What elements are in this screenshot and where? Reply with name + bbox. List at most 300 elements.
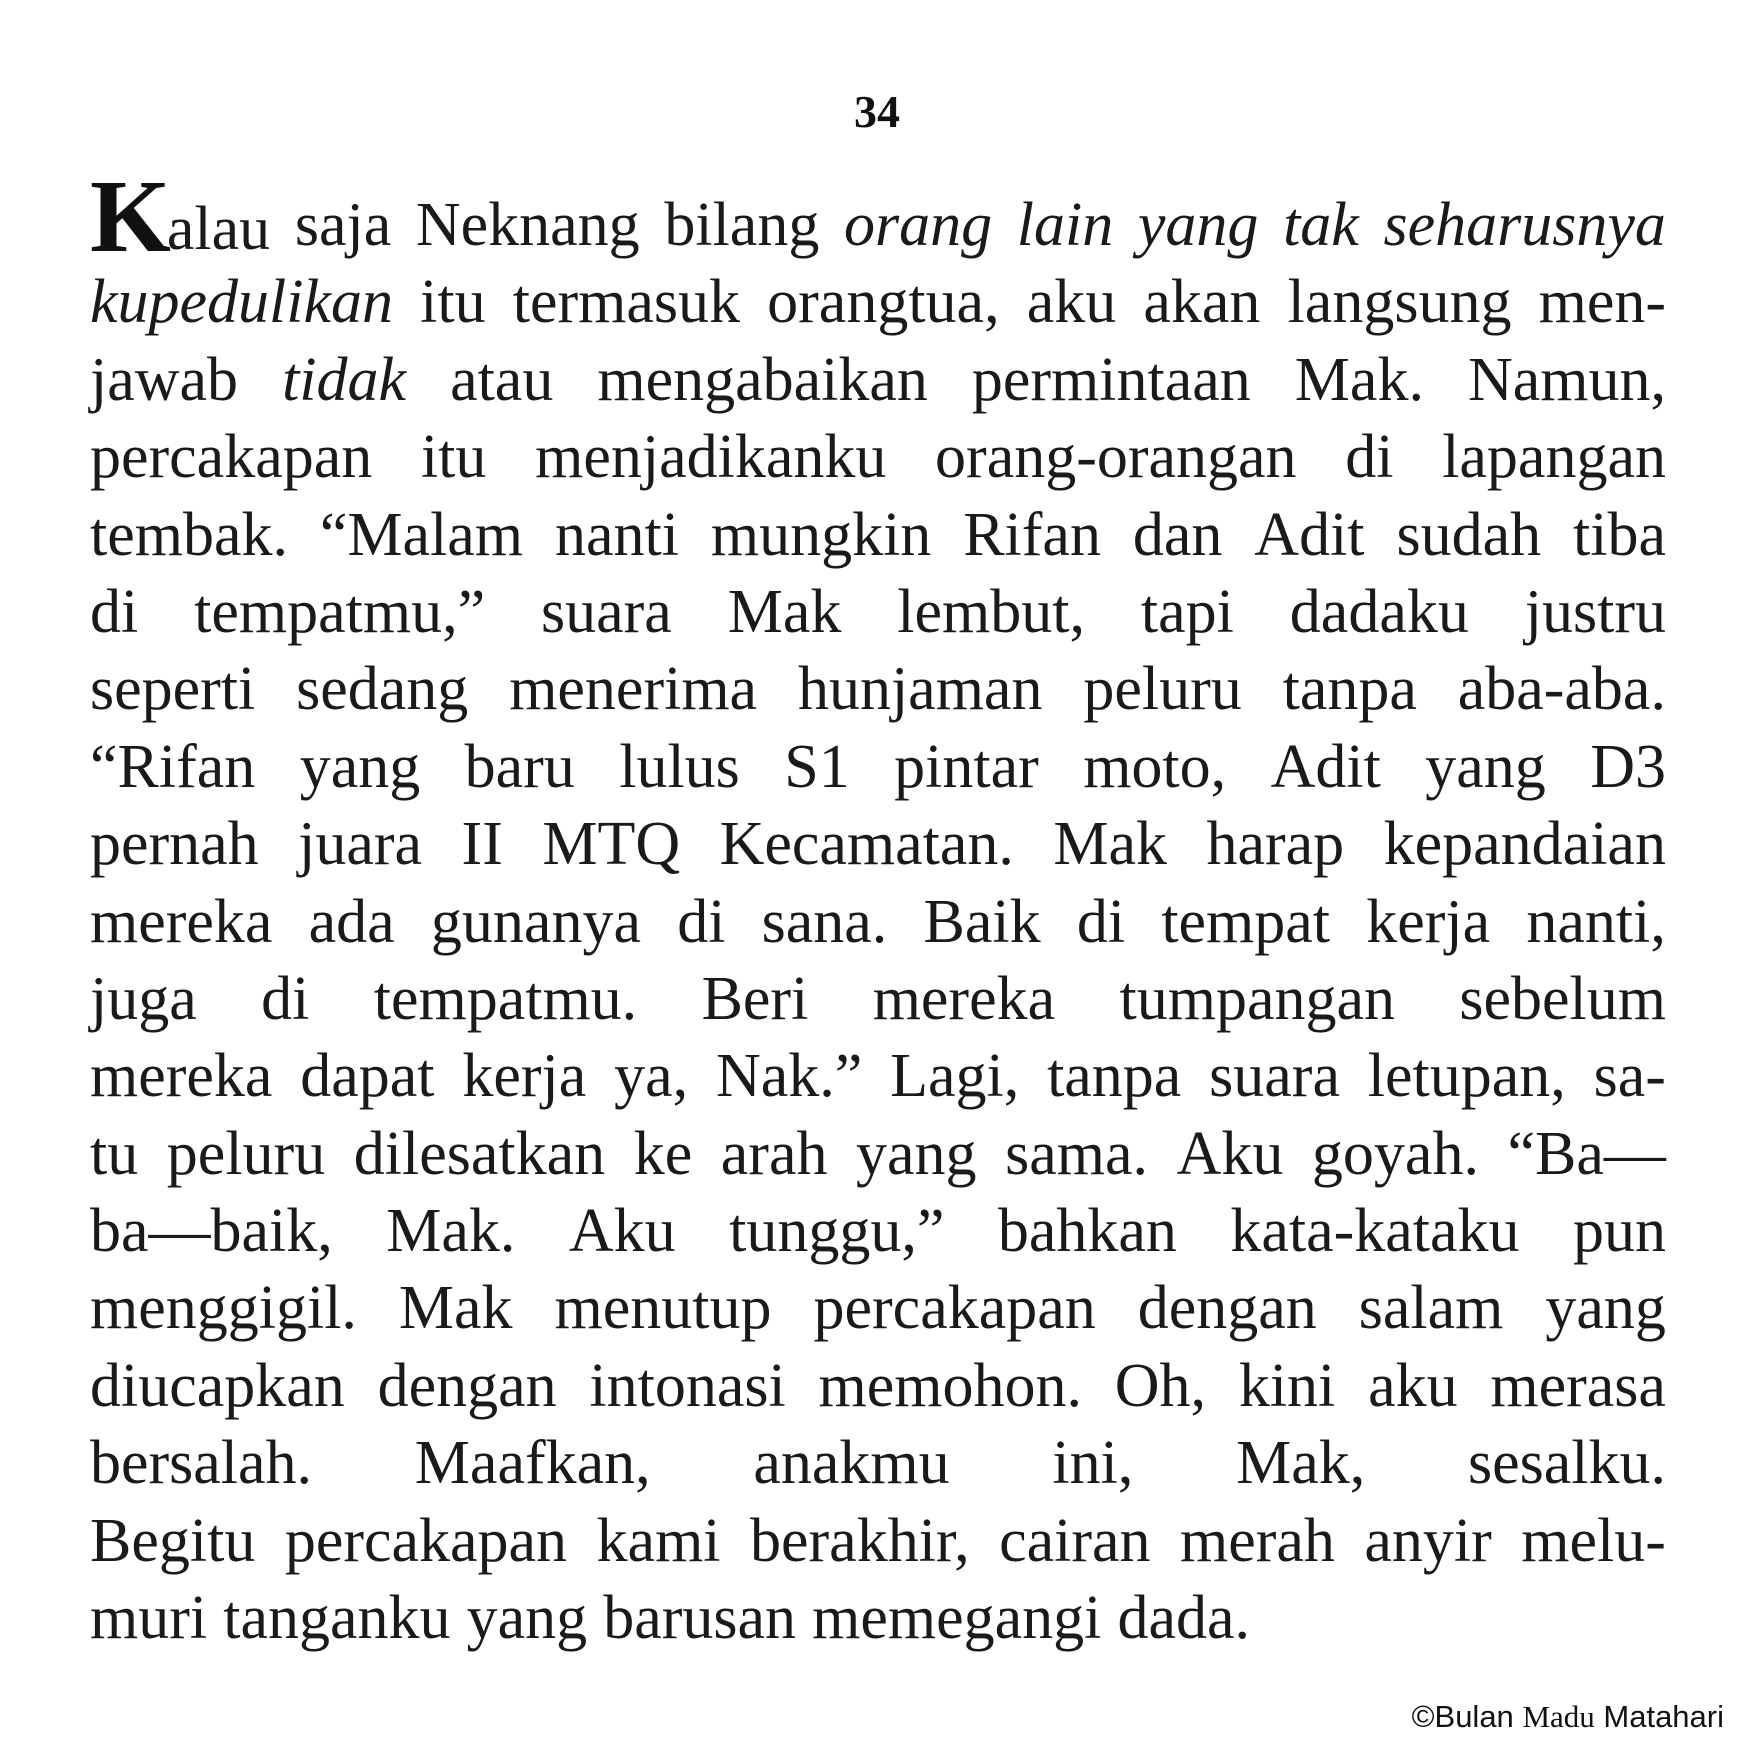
word-text: sa-: [1593, 1042, 1666, 1111]
text-line: [90, 342, 1666, 419]
word-text: lembut,: [897, 577, 1085, 646]
word-text: memegangi: [812, 1584, 1102, 1653]
word-text: dengan: [1137, 1274, 1317, 1343]
word: [509, 651, 757, 728]
word-text: permintaan: [971, 345, 1251, 414]
word-text: letupan,: [1367, 1042, 1566, 1111]
word-text: pun: [1572, 1197, 1666, 1266]
word-text: di: [1345, 423, 1394, 492]
word-text: ada: [308, 887, 395, 956]
word: [1115, 1348, 1206, 1425]
text-line: [90, 651, 1666, 728]
word-text: saja: [294, 191, 392, 259]
italic-word-text: tak: [1283, 191, 1359, 259]
word-text: intonasi: [589, 1351, 786, 1420]
word-text: ini,: [1052, 1429, 1134, 1498]
word-text: percakapan: [90, 423, 373, 492]
word-text: bilang: [664, 191, 820, 259]
word: [1573, 1193, 1666, 1270]
word-text: mengabaikan: [597, 345, 928, 414]
word: [897, 574, 1085, 651]
word-text: cairan: [999, 1506, 1151, 1575]
word-text: Baik: [923, 887, 1041, 956]
word-text: pernah: [90, 810, 259, 879]
word: [223, 1584, 450, 1652]
word: [1545, 1270, 1666, 1347]
word: [90, 419, 372, 496]
word-text: itu: [420, 268, 486, 337]
word-text: Mak,: [1236, 1429, 1366, 1498]
word-text: aku: [1026, 268, 1117, 337]
text-line: [90, 884, 1666, 961]
word: [535, 419, 886, 496]
word: [90, 159, 271, 274]
word-text: merasa: [1490, 1351, 1666, 1420]
word: [1143, 264, 1260, 341]
word: [282, 342, 406, 419]
word: [1368, 1348, 1458, 1425]
word-text: melu-: [1521, 1506, 1666, 1575]
word: [603, 1584, 796, 1652]
word-text: orangtua,: [767, 268, 1000, 337]
word-text: ya,: [614, 1042, 689, 1111]
word-text: kerja: [462, 1042, 587, 1111]
word: [1359, 1270, 1504, 1347]
word-text: yang: [856, 1119, 977, 1188]
word: [542, 806, 680, 883]
word-text: percakapan: [813, 1274, 1096, 1343]
text-line: [90, 497, 1666, 574]
word-text: Mak: [1053, 810, 1168, 879]
word-text: di: [90, 577, 139, 646]
word: [295, 187, 391, 264]
word: [720, 806, 1014, 883]
italic-word-text: lain: [1016, 191, 1114, 259]
text-line: [90, 1425, 1666, 1502]
word: [1047, 1038, 1181, 1115]
word-text: “Rifan: [90, 732, 256, 801]
word-text: peluru: [166, 1119, 326, 1188]
word-text: tembak.: [90, 500, 288, 569]
word: [296, 651, 468, 728]
word: [90, 497, 288, 574]
word-text: menggigil.: [90, 1274, 357, 1343]
word-text: nanti,: [1526, 887, 1666, 956]
word: [812, 1584, 1101, 1652]
word-text: dan: [1132, 500, 1223, 569]
word-text: mereka: [872, 964, 1056, 1033]
word: [1526, 884, 1665, 961]
copyright-notice: [1412, 1697, 1724, 1737]
word: [1027, 264, 1117, 341]
word: [1209, 1038, 1340, 1115]
word: [285, 1503, 567, 1580]
word: [415, 1425, 651, 1502]
word: [1364, 1503, 1491, 1580]
word: [555, 497, 679, 574]
word-text: tempatmu.: [373, 964, 638, 1033]
word-text: itu: [420, 423, 487, 492]
word-text: MTQ: [542, 810, 681, 879]
word: [814, 1270, 1096, 1347]
italic-word-text: tidak: [282, 345, 407, 414]
text-line: [90, 1193, 1666, 1270]
word: [90, 1193, 333, 1270]
word-text: sesalku.: [1467, 1429, 1666, 1498]
word: [1396, 497, 1541, 574]
word-text: tunggu,”: [729, 1197, 945, 1266]
word: [431, 884, 641, 961]
word-text: tumpangan: [1119, 964, 1395, 1033]
word: [1254, 497, 1364, 574]
word: [90, 729, 255, 806]
word: [711, 497, 931, 574]
word: [1458, 651, 1666, 728]
word-text: Kecamatan.: [719, 810, 1014, 879]
word: [513, 264, 740, 341]
text-line: [90, 729, 1666, 806]
word: [1083, 651, 1241, 728]
word: [716, 1038, 862, 1115]
word: [1141, 574, 1234, 651]
word: [1206, 806, 1344, 883]
word-text: Maafkan,: [414, 1429, 651, 1498]
word: [1290, 574, 1469, 651]
word: [1345, 419, 1393, 496]
word: [1077, 884, 1125, 961]
word: [1459, 961, 1666, 1038]
word: [1295, 342, 1424, 419]
word: [1539, 264, 1666, 341]
drop-cap: K: [90, 159, 171, 274]
word-text: kini: [1238, 1351, 1336, 1420]
word-text: Aku: [568, 1197, 676, 1266]
word-text: gunanya: [430, 887, 641, 956]
word-text: kata-kataku: [1230, 1197, 1520, 1266]
word: [784, 729, 849, 806]
text-line: [90, 574, 1666, 651]
word-text: salam: [1358, 1274, 1504, 1343]
copyright-name-part-3: Matahari: [1603, 1699, 1724, 1734]
word-text: yang: [1425, 732, 1546, 801]
word: [194, 574, 485, 651]
word-text: jawab: [90, 345, 239, 414]
word: [1590, 729, 1666, 806]
word: [1177, 1116, 1284, 1193]
word: [1180, 1503, 1335, 1580]
text-line: [90, 961, 1666, 1038]
word-text: Mak: [398, 1274, 513, 1343]
word-text: peluru: [1083, 655, 1242, 724]
word-text: juga: [90, 964, 197, 1033]
word-text: menutup: [554, 1274, 772, 1343]
word: [354, 1116, 605, 1193]
text-line: [90, 1503, 1666, 1580]
word-text: alau: [166, 195, 271, 263]
word: [90, 264, 393, 341]
word: [1120, 961, 1396, 1038]
word-text: di: [261, 964, 310, 1033]
text-line: [90, 1580, 1666, 1657]
word: [664, 187, 819, 264]
word: [1017, 187, 1113, 264]
word-text: tanpa: [1282, 655, 1417, 724]
word-text: Adit: [1254, 500, 1365, 569]
word: [856, 1116, 977, 1193]
word: [1236, 1425, 1365, 1502]
word: [261, 961, 309, 1038]
word-text: Begitu: [90, 1506, 256, 1575]
word-text: Adit: [1270, 732, 1381, 801]
word: [1425, 729, 1546, 806]
word: [1083, 729, 1226, 806]
italic-word-text: kupedulikan: [90, 268, 394, 337]
word: [1312, 1116, 1479, 1193]
word-text: mereka: [90, 1042, 273, 1111]
word: [999, 1503, 1150, 1580]
word-text: termasuk: [512, 268, 741, 337]
text-line: [90, 1348, 1666, 1425]
word: [1594, 1038, 1666, 1115]
word-text: juara: [298, 810, 423, 879]
word-text: Beri: [701, 964, 809, 1033]
word: [1005, 1116, 1148, 1193]
word-text: dengan: [377, 1351, 557, 1420]
word: [90, 651, 255, 728]
text-line: [90, 159, 1666, 274]
word: [1384, 806, 1666, 883]
word: [634, 1116, 693, 1193]
word: [1468, 1425, 1666, 1502]
word: [1442, 419, 1666, 496]
word: [462, 806, 503, 883]
word-text: moto,: [1083, 732, 1227, 801]
word: [1366, 884, 1490, 961]
word-text: Aku: [1176, 1119, 1284, 1188]
word: [90, 342, 238, 419]
word: [767, 264, 999, 341]
word-text: tempat: [1161, 887, 1331, 956]
word: [309, 884, 395, 961]
word-text: kerja: [1366, 887, 1491, 956]
text-line: [90, 419, 1666, 496]
word: [702, 961, 809, 1038]
word: [374, 961, 637, 1038]
word-text: lulus: [619, 732, 740, 801]
word: [1508, 1116, 1666, 1193]
word-text: orang-orangan: [935, 423, 1297, 492]
copyright-name-part-2: Madu: [1522, 1699, 1595, 1734]
word-text: mereka: [90, 887, 273, 956]
word-text: sedang: [296, 655, 469, 724]
word: [798, 651, 1043, 728]
word-text: bersalah.: [90, 1429, 313, 1498]
word: [873, 961, 1055, 1038]
word-text: memohon.: [818, 1351, 1082, 1420]
word: [300, 729, 421, 806]
word-text: merah: [1180, 1506, 1335, 1575]
word-text: aba-aba.: [1457, 655, 1666, 724]
word-text: yang: [299, 732, 421, 801]
word-text: Mak: [727, 577, 842, 646]
word: [90, 1038, 272, 1115]
text-line: [90, 1270, 1666, 1347]
word-text: menerima: [509, 655, 758, 724]
word: [416, 187, 640, 264]
word: [963, 497, 1101, 574]
word-text: seperti: [90, 655, 256, 724]
word-text: diucapkan: [90, 1351, 345, 1420]
word: [1138, 1270, 1317, 1347]
word: [1288, 264, 1512, 341]
word-text: kami: [596, 1506, 721, 1575]
word: [90, 806, 259, 883]
word: [541, 574, 672, 651]
word: [728, 574, 842, 651]
italic-word-text: orang: [843, 191, 993, 259]
word-text: langsung: [1287, 268, 1512, 337]
word: [467, 1584, 588, 1652]
word-text: justru: [1524, 577, 1666, 646]
word-text: tu: [90, 1119, 139, 1188]
word-text: tapi: [1140, 577, 1234, 646]
word-text: barusan: [603, 1584, 797, 1653]
word: [750, 1503, 970, 1580]
word-text: kepandaian: [1383, 810, 1666, 879]
word: [894, 729, 1039, 806]
word: [619, 729, 740, 806]
word-text: “Ba—: [1507, 1119, 1666, 1188]
word: [1383, 187, 1665, 264]
word: [1368, 1038, 1566, 1115]
word: [569, 1193, 676, 1270]
word: [90, 1503, 255, 1580]
word: [998, 1193, 1177, 1270]
word-text: goyah.: [1311, 1119, 1479, 1188]
word-text: Neknang: [415, 191, 640, 259]
word: [597, 342, 928, 419]
word-text: suara: [1209, 1042, 1340, 1111]
text-line: [90, 1116, 1666, 1193]
word: [753, 1425, 949, 1502]
word: [90, 1584, 207, 1652]
word-text: Mak.: [386, 1197, 516, 1266]
word: [1230, 1193, 1519, 1270]
word-text: Mak.: [1294, 345, 1424, 414]
word: [90, 884, 272, 961]
word: [1525, 574, 1666, 651]
word-text: akan: [1143, 268, 1261, 337]
word: [1138, 187, 1259, 264]
word-text: pintar: [894, 732, 1039, 801]
word-text: dilesatkan: [353, 1119, 606, 1188]
word-text: sama.: [1005, 1119, 1149, 1188]
word-text: sebelum: [1459, 964, 1666, 1033]
word-text: aku: [1368, 1351, 1458, 1420]
word: [462, 1038, 586, 1115]
word-text: Namun,: [1467, 345, 1666, 414]
word-text: di: [677, 887, 726, 956]
word: [924, 884, 1041, 961]
word: [1521, 1503, 1666, 1580]
body-paragraph: [90, 159, 1666, 1657]
word-text: II: [461, 810, 503, 879]
word-text: tempatmu,”: [194, 577, 486, 646]
page-number: 34: [854, 86, 900, 137]
word-text: suara: [541, 577, 672, 646]
word: [1283, 187, 1359, 264]
word-text: arah: [720, 1119, 828, 1188]
word-text: tiba: [1573, 500, 1666, 569]
word-text: sudah: [1396, 500, 1542, 569]
word-text: yang: [466, 1584, 588, 1653]
copyright-name-part-1: Bulan: [1434, 1699, 1514, 1734]
word-text: tanpa: [1047, 1042, 1182, 1111]
word: [90, 1348, 345, 1425]
word: [729, 1193, 944, 1270]
word-text: ba—baik,: [90, 1197, 333, 1266]
word: [465, 729, 575, 806]
word: [90, 1425, 312, 1502]
word-text: sana.: [761, 887, 888, 956]
word-text: Lagi,: [890, 1042, 1020, 1111]
word-text: yang: [1545, 1274, 1666, 1343]
word-text: dadaku: [1289, 577, 1469, 646]
word: [972, 342, 1251, 419]
word: [589, 1348, 785, 1425]
word: [1283, 651, 1417, 728]
word: [597, 1503, 721, 1580]
word: [420, 264, 485, 341]
word: [298, 806, 422, 883]
word: [167, 1116, 325, 1193]
word: [1239, 1348, 1335, 1425]
word: [1573, 497, 1666, 574]
word: [90, 961, 197, 1038]
word-text: lapangan: [1442, 423, 1666, 492]
word: [1052, 1425, 1133, 1502]
word-text: berakhir,: [750, 1506, 970, 1575]
word: [450, 342, 553, 419]
word: [844, 187, 992, 264]
word: [90, 574, 138, 651]
word: [721, 1116, 828, 1193]
word-text: D3: [1590, 732, 1666, 801]
word: [819, 1348, 1082, 1425]
word: [1053, 806, 1167, 883]
text-line: [90, 1038, 1666, 1115]
word-text: tanganku: [223, 1584, 451, 1653]
italic-word-text: yang: [1137, 191, 1259, 259]
word: [300, 1038, 434, 1115]
word-text: nanti: [554, 500, 679, 569]
word-text: Rifan: [963, 500, 1101, 569]
word: [421, 419, 486, 496]
word: [1490, 1348, 1666, 1425]
word-text: dapat: [300, 1042, 435, 1111]
word: [1133, 497, 1223, 574]
word-text: S1: [784, 732, 850, 801]
word: [1468, 342, 1666, 419]
word: [90, 1270, 357, 1347]
word: [1118, 1584, 1251, 1652]
text-line: [90, 806, 1666, 883]
word-text: di: [1076, 887, 1126, 956]
word-text: Oh,: [1114, 1351, 1207, 1420]
word: [320, 497, 523, 574]
word-text: Nak.”: [715, 1042, 863, 1111]
word-text: “Malam: [319, 500, 524, 569]
